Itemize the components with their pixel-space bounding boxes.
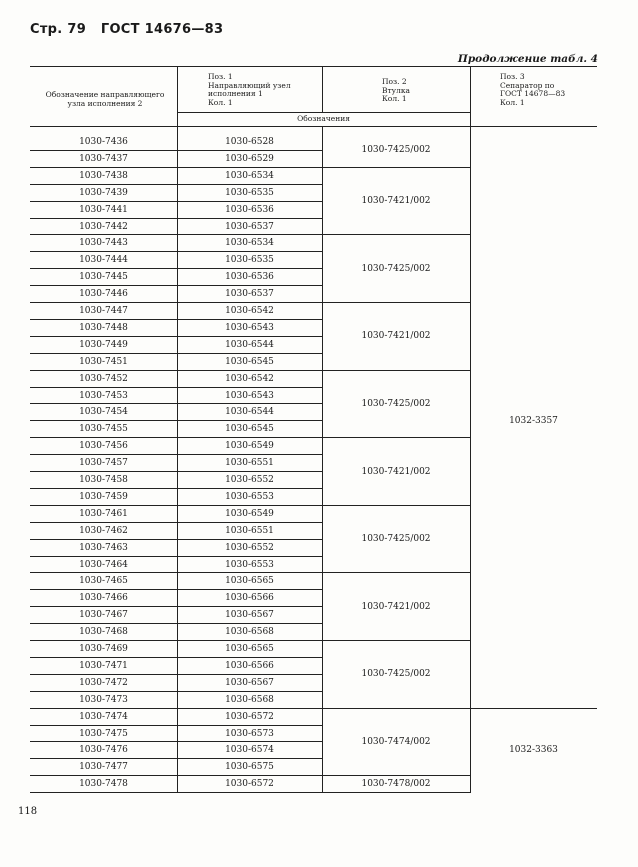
row-code-b: 1030-6572 [225, 711, 274, 722]
group-line [323, 505, 470, 506]
row-code-b: 1030-6529 [225, 153, 274, 164]
row-code-a: 1030-7458 [79, 475, 128, 485]
row-code-a: 1030-7472 [79, 677, 128, 688]
row-code-b: 1030-6544 [225, 407, 274, 418]
standard-label: ГОСТ 14676—83 [100, 22, 224, 37]
row-code-b: 1030-6567 [225, 610, 274, 621]
row-code-a: 1030-7477 [79, 762, 128, 773]
group-line [323, 572, 470, 573]
group-line [323, 302, 470, 303]
continuation-label: Продолжение табл. 4 [457, 53, 598, 65]
separator-code: 1032-3363 [509, 745, 558, 756]
row-code-a: 1030-7438 [79, 170, 128, 181]
row-code-a: 1030-7441 [79, 204, 128, 215]
row-code-a: 1030-7453 [79, 390, 128, 401]
row-code-a: 1030-7459 [79, 491, 128, 502]
row-code-a: 1030-7455 [79, 424, 128, 435]
row-code-b: 1030-6544 [225, 339, 274, 350]
group-line [323, 167, 470, 168]
row-code-a: 1030-7471 [79, 660, 128, 671]
row-code-a: 1030-7457 [79, 458, 128, 469]
bushing-code: 1030-7425/002 [361, 263, 431, 274]
row-code-a: 1030-7462 [79, 525, 128, 536]
row-code-a: 1030-7461 [79, 508, 128, 519]
row-code-b: 1030-6549 [225, 441, 274, 452]
row-code-b: 1030-6543 [225, 390, 274, 401]
header-bottom-border [30, 126, 597, 127]
row-code-a: 1030-7464 [79, 559, 128, 570]
bushing-code: 1030-7478/002 [361, 779, 431, 790]
row-code-a: 1030-7463 [79, 542, 128, 553]
row-code-b: 1030-6552 [225, 542, 274, 553]
bushing-code: 1030-7425/002 [361, 669, 431, 680]
row-code-b: 1030-6551 [225, 525, 274, 536]
page-number: 118 [18, 806, 38, 817]
row-code-a: 1030-7475 [79, 728, 128, 739]
row-code-a: 1030-7465 [79, 576, 128, 587]
row-code-a: 1030-7451 [79, 356, 128, 367]
separator-line [471, 708, 597, 709]
row-code-a: 1030-7474 [79, 711, 128, 722]
row-code-b: 1030-6542 [225, 306, 274, 316]
row-code-a: 1030-7454 [79, 407, 128, 418]
row-line [30, 792, 177, 793]
bushing-code: 1030-7421/002 [361, 601, 431, 612]
row-code-a: 1030-7449 [79, 339, 128, 350]
row-code-b: 1030-6568 [225, 627, 274, 638]
group-line [323, 437, 470, 438]
bushing-code: 1030-7474/002 [361, 736, 431, 747]
row-code-b: 1030-6536 [225, 204, 274, 215]
row-line [178, 792, 322, 793]
row-code-b: 1030-6545 [225, 356, 274, 367]
row-code-a: 1030-7473 [79, 694, 128, 705]
row-code-b: 1030-6552 [225, 475, 274, 485]
row-code-b: 1030-6566 [225, 593, 274, 604]
row-code-a: 1030-7456 [79, 441, 128, 452]
row-code-b: 1030-6573 [225, 728, 274, 739]
row-code-b: 1030-6565 [225, 644, 274, 654]
bushing-code: 1030-7421/002 [361, 466, 431, 477]
row-code-b: 1030-6551 [225, 458, 274, 469]
row-code-b: 1030-6567 [225, 677, 274, 688]
row-code-b: 1030-6535 [225, 187, 274, 198]
row-code-b: 1030-6545 [225, 424, 274, 435]
row-code-b: 1030-6566 [225, 660, 274, 671]
bushing-code: 1030-7425/002 [361, 534, 431, 545]
row-code-a: 1030-7452 [79, 373, 128, 384]
row-code-a: 1030-7469 [79, 644, 128, 654]
designations-label: Обозначения [297, 114, 350, 123]
row-code-a: 1030-7445 [79, 272, 128, 283]
designations-top-line [177, 112, 470, 113]
group-line [323, 708, 470, 709]
row-code-a: 1030-7447 [79, 306, 128, 316]
col-a-header: Обозначение направляющего узла исполнения 2 [45, 90, 165, 108]
row-code-a: 1030-7467 [79, 610, 128, 621]
row-code-b: 1030-6549 [225, 508, 274, 519]
row-code-a: 1030-7443 [79, 238, 128, 249]
row-code-a: 1030-7437 [79, 153, 128, 164]
page-header [30, 22, 233, 37]
bushing-code: 1030-7421/002 [361, 196, 431, 207]
row-code-b: 1030-6537 [225, 221, 274, 232]
row-code-b: 1030-6574 [225, 745, 274, 756]
row-code-a: 1030-7436 [79, 137, 128, 147]
row-code-a: 1030-7448 [79, 322, 128, 333]
row-code-b: 1030-6565 [225, 576, 274, 587]
row-code-a: 1030-7444 [79, 255, 128, 266]
row-code-b: 1030-6543 [225, 322, 274, 333]
table-top-border [30, 66, 597, 67]
row-code-b: 1030-6575 [225, 762, 274, 773]
row-code-b: 1030-6553 [225, 491, 274, 502]
page-label: Стр. 79 [30, 22, 87, 37]
bushing-code: 1030-7421/002 [361, 331, 431, 342]
row-code-a: 1030-7446 [79, 289, 128, 300]
group-line [323, 640, 470, 641]
row-code-a: 1030-7478 [79, 779, 128, 790]
bushing-code: 1030-7425/002 [361, 398, 431, 409]
row-code-a: 1030-7439 [79, 187, 128, 198]
separator-code: 1032-3357 [509, 415, 558, 426]
row-code-b: 1030-6553 [225, 559, 274, 570]
row-code-b: 1030-6534 [225, 238, 274, 249]
bushing-code: 1030-7425/002 [361, 145, 431, 156]
col-c-header: Поз. 2 Втулка Кол. 1 [382, 77, 410, 103]
row-code-a: 1030-7468 [79, 627, 128, 638]
row-code-a: 1030-7476 [79, 745, 128, 756]
col-divider [322, 66, 323, 112]
row-code-b: 1030-6542 [225, 373, 274, 384]
row-code-b: 1030-6536 [225, 272, 274, 283]
col-b-header: Поз. 1 Направляющий узел исполнения 1 Кол. 1 [208, 72, 291, 107]
col-d-header: Поз. 3 Сепаратор по ГОСТ 14678—83 Кол. 1 [500, 72, 566, 107]
group-line [323, 234, 470, 235]
group-line [323, 792, 470, 793]
row-code-b: 1030-6534 [225, 170, 274, 181]
row-code-b: 1030-6568 [225, 694, 274, 705]
group-line [323, 370, 470, 371]
row-code-b: 1030-6535 [225, 255, 274, 266]
data-table [30, 66, 597, 798]
col-divider [322, 126, 323, 793]
row-code-b: 1030-6572 [225, 779, 274, 790]
row-code-a: 1030-7442 [79, 221, 128, 232]
row-code-b: 1030-6537 [225, 289, 274, 300]
row-code-a: 1030-7466 [79, 593, 128, 604]
row-code-b: 1030-6528 [225, 137, 274, 147]
